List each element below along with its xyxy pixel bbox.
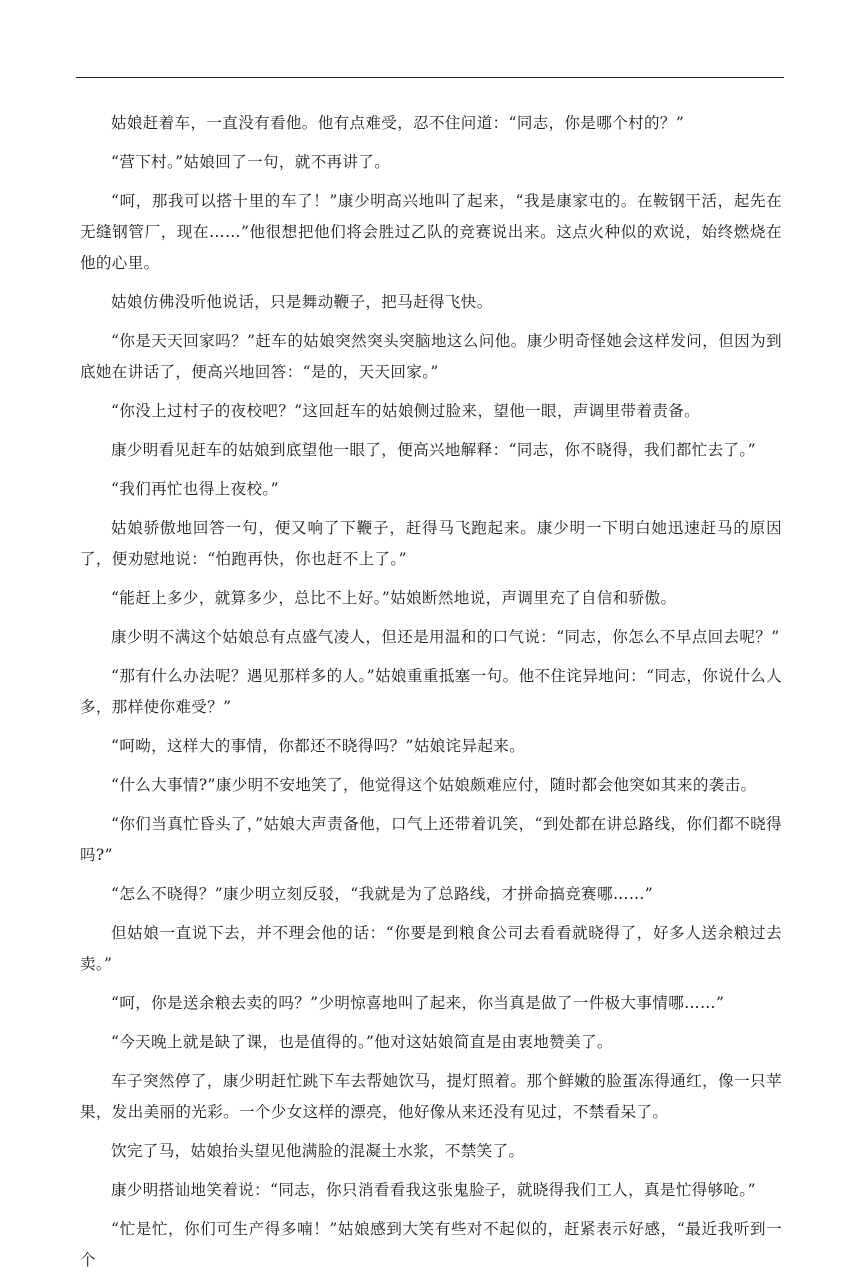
document-body: [80, 108, 782, 1284]
paragraph: 饮完了马，姑娘抬头望见他满脸的混凝土水浆，不禁笑了。: [111, 1142, 525, 1160]
paragraph: “那有什么办法呢？遇见那样多的人。”姑娘重重抵塞一句。他不住诧异地问：“同志，你说什么人多，那样使你难受？”: [80, 667, 782, 716]
paragraph: 康少明看见赶车的姑娘到底望他一眼了，便高兴地解释：“同志，你不晓得，我们都忙去了。”: [111, 441, 756, 459]
paragraph: “什么大事情?”康少明不安地笑了，他觉得这个姑娘颇难应付，随时都会他突如其来的袭击。: [111, 776, 757, 794]
paragraph: 姑娘赶着车，一直没有看他。他有点难受，忍不住问道：“同志，你是哪个村的？”: [111, 114, 685, 132]
paragraph: “我们再忙也得上夜校。”: [111, 480, 279, 498]
paragraph: “怎么不晓得？”康少明立刻反驳，“我就是为了总路线，才拼命搞竞赛哪……”: [111, 885, 654, 903]
paragraph: “呵，你是送余粮去卖的吗？”少明惊喜地叫了起来，你当真是做了一件极大事情哪……”: [111, 994, 725, 1012]
paragraph: 康少明搭讪地笑着说：“同志，你只消看看我这张鬼脸子，就晓得我们工人，真是忙得够呛。”: [111, 1181, 756, 1199]
paragraph: “你们当真忙昏头了，”姑娘大声责备他，口气上还带着讥笑，“到处都在讲总路线，你们都不晓得吗?”: [80, 815, 782, 864]
paragraph: “营下村。”姑娘回了一句，就不再讲了。: [111, 153, 391, 171]
paragraph: 康少明不满这个姑娘总有点盛气凌人，但还是用温和的口气说：“同志，你怎么不早点回去呢？”: [111, 628, 780, 646]
paragraph: 车子突然停了，康少明赶忙跳下车去帮她饮马，提灯照着。那个鲜嫩的脸蛋冻得通红，像一只苹果，发出美丽的光彩。一个少女这样的漂亮，他好像从来还没有见过，不禁看呆了。: [80, 1072, 782, 1121]
paragraph: 但姑娘一直说下去，并不理会他的话：“你要是到粮食公司去看看就晓得了，好多人送余粮过去卖。”: [80, 924, 782, 973]
header-rule: [76, 77, 784, 78]
paragraph: 姑娘骄傲地回答一句，便又响了下鞭子，赶得马飞跑起来。康少明一下明白她迅速赶马的原因了，便劝慰地说：“怕跑再快，你也赶不上了。”: [80, 519, 782, 568]
paragraph: “今天晚上就是缺了课，也是值得的。”他对这姑娘简直是由衷地赞美了。: [111, 1033, 613, 1051]
paragraph: “你没上过村子的夜校吧？”这回赶车的姑娘侧过脸来，望他一眼，声调里带着责备。: [111, 402, 701, 420]
paragraph: “呵呦，这样大的事情，你都还不晓得吗？”姑娘诧异起来。: [111, 737, 526, 755]
paragraph: “呵，那我可以搭十里的车了！”康少明高兴地叫了起来，“我是康家屯的。在鞍钢干活，起先在无缝钢管厂，现在……”他很想把他们将会胜过乙队的竞赛说出来。这点火种似的欢说，始终燃烧在他的心里。: [80, 192, 782, 272]
paragraph: “你是天天回家吗？”赶车的姑娘突然突头突脑地这么问他。康少明奇怪她会这样发问，但因为到底她在讲话了，便高兴地回答：“是的，天天回家。”: [80, 332, 782, 381]
paragraph: 姑娘仿佛没听他说话，只是舞动鞭子，把马赶得飞快。: [111, 293, 493, 311]
paragraph: “能赶上多少，就算多少，总比不上好。”姑娘断然地说，声调里充了自信和骄傲。: [111, 589, 677, 607]
paragraph: “忙是忙，你们可生产得多喃！”姑娘感到大笑有些对不起似的，赶紧表示好感，“最近我听到一个: [80, 1220, 782, 1269]
